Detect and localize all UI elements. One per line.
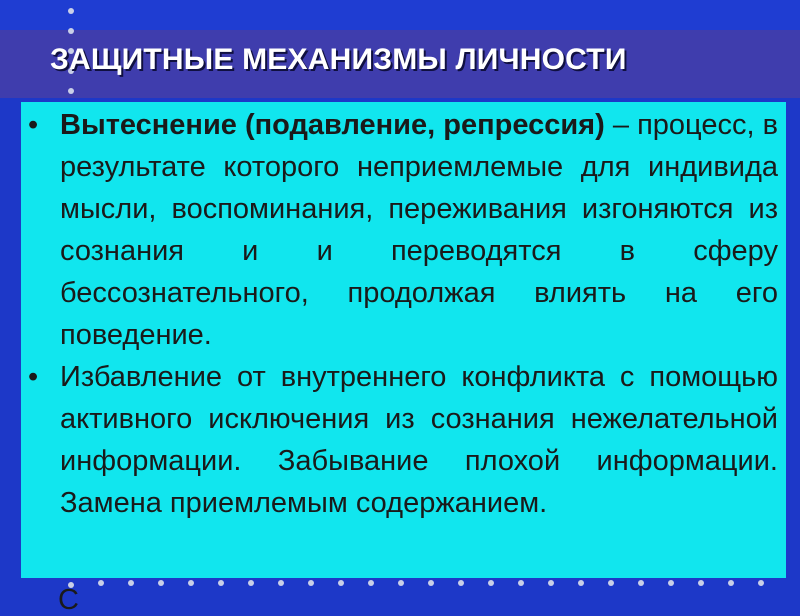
decorative-dot: [308, 580, 314, 586]
decorative-dot: [578, 580, 584, 586]
bullet-text: Избавление от внутреннего конфликта с помощью активного исключения из сознания нежелательной информации. Забывание плохой информации. Замена приемлемым содержанием.: [60, 361, 778, 519]
decorative-dot: [548, 580, 554, 586]
decorative-dot: [158, 580, 164, 586]
decorative-dot: [368, 580, 374, 586]
cutoff-text: С: [58, 584, 79, 616]
decorative-dot: [608, 580, 614, 586]
slide-title: ЗАЩИТНЫЕ МЕХАНИЗМЫ ЛИЧНОСТИ: [50, 43, 627, 76]
bullet-text: – процесс, в результате которого неприемлемые для индивида мысли, воспоминания, переживания изгоняются из сознания и и переводятся в сферу бессознательного, продолжая влиять на его поведение.: [60, 109, 779, 351]
decorative-dot: [188, 580, 194, 586]
decorative-dot: [668, 580, 674, 586]
decorative-dot: [758, 580, 764, 586]
bullet-marker: •: [28, 361, 39, 393]
decorative-dot: [68, 88, 74, 94]
decorative-dot: [458, 580, 464, 586]
bullet-item-repression: [26, 104, 778, 356]
decorative-dot: [398, 580, 404, 586]
decorative-dot: [68, 28, 74, 34]
decorative-dot: [488, 580, 494, 586]
decorative-dot: [338, 580, 344, 586]
decorative-dot: [98, 580, 104, 586]
top-strip: [0, 0, 800, 30]
decorative-dot: [278, 580, 284, 586]
decorative-dot: [638, 580, 644, 586]
decorative-dot: [218, 580, 224, 586]
decorative-dot: [698, 580, 704, 586]
decorative-dot: [248, 580, 254, 586]
decorative-dot: [128, 580, 134, 586]
bullet-marker: •: [28, 109, 39, 141]
bullet-list: [26, 104, 778, 524]
decorative-dot: [68, 8, 74, 14]
decorative-dot: [518, 580, 524, 586]
decorative-dot: [428, 580, 434, 586]
decorative-dot: [728, 580, 734, 586]
bullet-lead-term: Вытеснение (подавление, репрессия): [60, 109, 605, 141]
bullet-item-relief: [26, 356, 778, 524]
